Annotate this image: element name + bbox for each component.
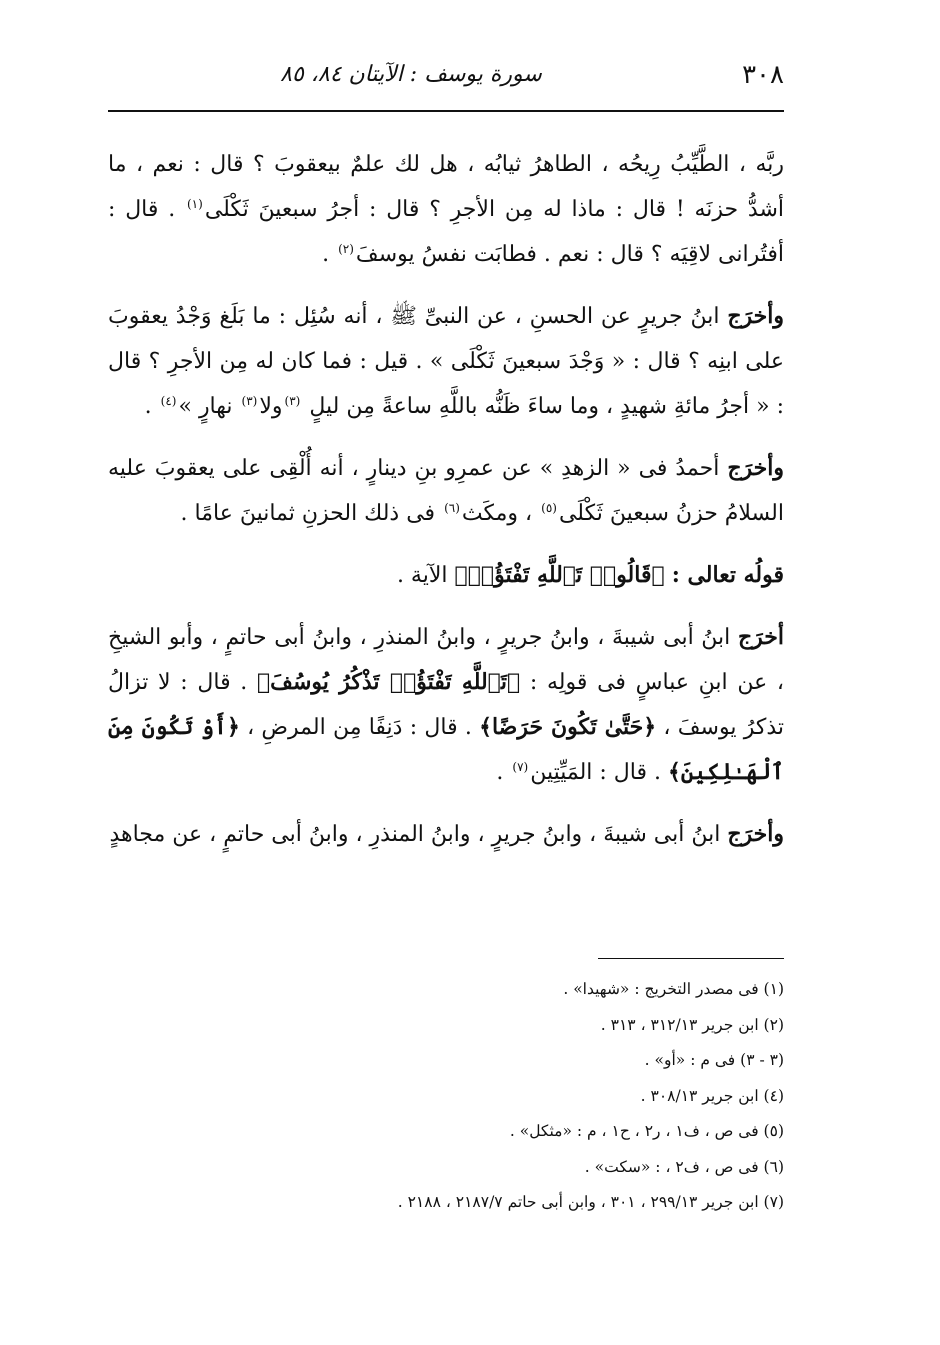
quran-quote: ﴿قَالُوا۟ تَٱللَّهِ تَفْتَؤُا۟﴾: [454, 562, 665, 588]
running-header: [108, 58, 784, 98]
quran-quote: ﴿تَٱللَّهِ تَفْتَؤُا۟ تَذْكُرُ يُوسُفَ﴾: [256, 669, 521, 695]
paragraph: [108, 553, 784, 598]
footnote-marker: (٦): [444, 500, 460, 515]
text-segment: ولا: [259, 394, 283, 419]
footnote-marker: (٥): [541, 500, 557, 515]
paragraph-lead-word: وأخرَج: [727, 303, 784, 329]
main-text: [108, 142, 784, 874]
footnote-marker: (٧): [512, 759, 529, 774]
footnote-marker: (٤): [160, 393, 177, 408]
footnote-separator: [598, 958, 784, 959]
text-segment: [665, 563, 672, 588]
footnote: (١) فى مصدر التخريج : «شهيدا» .: [563, 980, 784, 998]
text-segment: ربَّه ، الطَّيِّبُ رِيحُه ، الطاهرُ ثيابُه ، هل لك علمٌ بيعقوبَ ؟ قال : نعم ، ما أشدُّ حزنَه ! قال : ماذا له مِن الأجرِ ؟ قال : أجرُ سبعينَ ثَكْلَى: [108, 152, 784, 222]
running-title: سورة يوسف : الآيتان ٨٤، ٨٥: [280, 62, 542, 87]
paragraph-lead-word: وأخرَج: [727, 455, 784, 481]
text-segment: نهارٍ »: [178, 394, 240, 419]
footnote-marker: (٣): [284, 393, 301, 408]
text-segment: . قال : المَيِّتِين: [530, 760, 668, 785]
quran-quote: ﴿أَوْ تَكُونَ مِنَ ٱلْهَـٰلِكِينَ﴾: [108, 714, 784, 785]
paragraph-lead-word: أخرَج: [737, 624, 784, 650]
text-segment: ، ومكَث: [461, 501, 540, 526]
text-segment: الآية .: [396, 563, 455, 588]
paragraph-lead-word: وأخرَج: [727, 821, 784, 847]
text-segment: . قال : لا تزالُ تذكرُ يوسفَ ،: [108, 670, 785, 740]
footnote: (٥) فى ص ، ف١ ، ر٢ ، ح١ ، م : «مثكل» .: [509, 1122, 784, 1140]
text-segment: فى ذلك الحزنِ ثمانينَ عامًا .: [180, 501, 443, 526]
footnote: (٦) فى ص ، ف٢ ، : «سكت» .: [584, 1157, 784, 1176]
footnote-marker: (٢): [338, 241, 354, 256]
page-number: ٣٠٨: [742, 60, 784, 90]
text-segment: ابنُ جريرٍ عن الحسنِ ، عن النبىِّ ﷺ ، أنه سُئِل : ما بَلَغ وَجْدُ يعقوبَ على ابنِه ؟ قال : « وَجْدَ سبعينَ ثَكْلَى » . قيل : فما كان له مِن الأجرِ ؟ قال : « أجرُ مائةِ شهيدٍ ، وما ساءَ ظَنُّه باللَّهِ ساعةً مِن ليلٍ: [108, 304, 784, 419]
footnote: (٣ - ٣) فى م : «أو» .: [644, 1051, 784, 1069]
paragraph-lead-word: قولُه تعالى :: [671, 562, 784, 588]
text-segment: ابنُ أبى شيبةَ ، وابنُ جريرٍ ، وابنُ المنذرِ ، وابنُ أبى حاتمٍ ، وأبو الشيخِ ، عن ابنِ عباسٍ فى قولِه :: [108, 625, 784, 695]
footnote-marker: (١): [186, 196, 203, 211]
paragraph: [108, 446, 784, 536]
header-rule: [108, 110, 784, 112]
paragraph: [108, 142, 784, 277]
footnotes: [108, 972, 784, 1221]
footnote: (٤) ابن جرير ٣٠٨/١٣ .: [640, 1086, 784, 1105]
text-segment: .: [144, 394, 159, 419]
paragraph: [108, 294, 784, 429]
footnote: (٢) ابن جرير ٣١٢/١٣ ، ٣١٣ .: [600, 1015, 784, 1034]
text-segment: .: [322, 242, 337, 267]
footnote: (٧) ابن جرير ٢٩٩/١٣ ، ٣٠١ ، وابن أبى حاتم ٢١٨٧/٧ ، ٢١٨٨ .: [397, 1193, 784, 1211]
quran-quote: ﴿حَتَّىٰ تَكُونَ حَرَضًا﴾: [479, 714, 657, 740]
text-segment: . قال : دَنِفًا مِن المرضِ ،: [239, 715, 480, 740]
text-segment: .: [496, 760, 511, 785]
paragraph: [108, 615, 784, 795]
text-segment: أحمدُ فى « الزهدِ » عن عمرِو بنِ دينارٍ ، أنه أُلْقِى على يعقوبَ عليه السلامُ حزنُ سبعينَ ثَكْلَى: [108, 456, 784, 526]
paragraph: [108, 812, 784, 857]
footnote-marker: (٣): [241, 393, 258, 408]
text-segment: ابنُ أبى شيبةَ ، وابنُ جريرٍ ، وابنُ المنذرِ ، وابنُ أبى حاتمٍ ، عن مجاهدٍ: [109, 822, 728, 847]
text-segment: . قال : أفتُرانى لاقِيَه ؟ قال : نعم . فطابَت نفسُ يوسفَ: [108, 197, 784, 267]
